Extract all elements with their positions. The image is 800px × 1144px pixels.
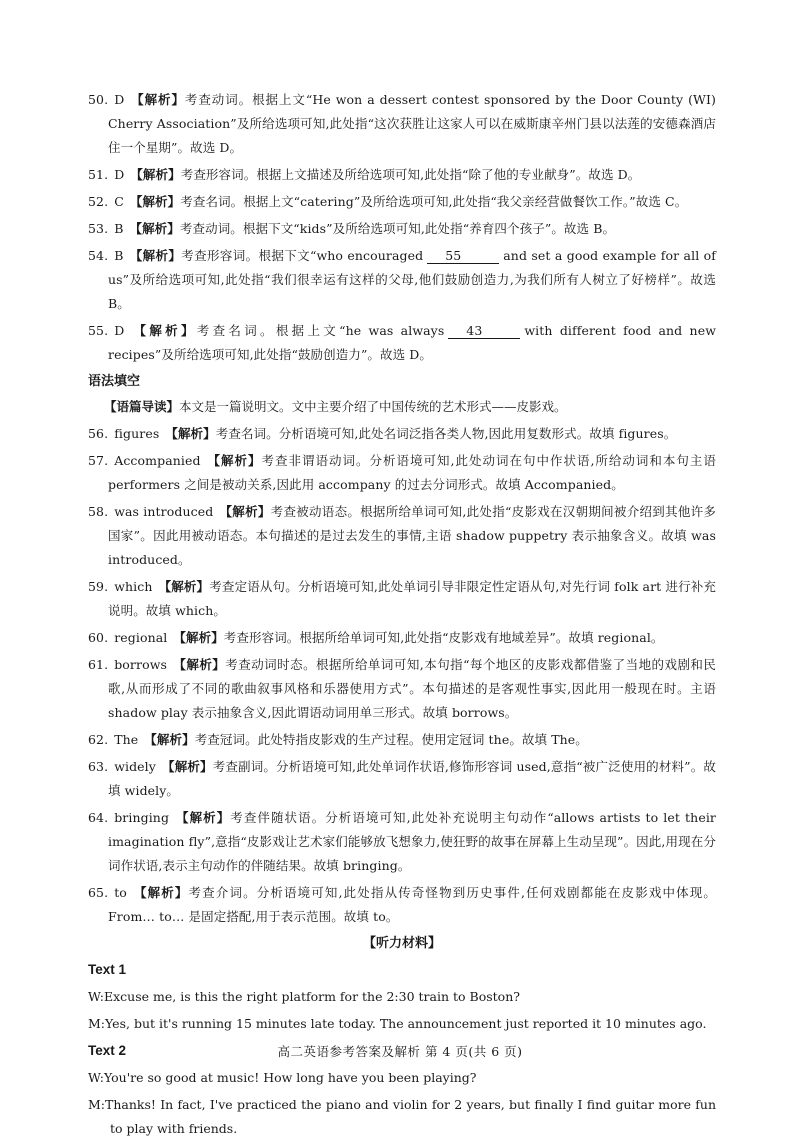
item-text-before-blank: 考查形容词。根据下文“who encouraged [181,248,424,263]
item-text: 考查副词。分析语境可知,此处单词作状语,修饰形容词 used,意指“被广泛使用的材料”。故填 widely。 [108,759,716,798]
page-footer: 高二英语参考答案及解析 第 4 页(共 6 页) [277,1044,523,1059]
item-text: 考查定语从句。分析语境可知,此处单词引导非限定性定语从句,对先行词 folk art 进行补充说明。故填 which。 [108,579,716,618]
item-text: 考查名词。分析语境可知,此处名词泛指各类人物,因此用复数形式。故填 figures。 [215,426,677,441]
analysis-tag: 【解析】 [165,426,216,441]
item-answer: was introduced [114,504,214,519]
item-answer: widely [114,759,156,774]
analysis-tag: 【解析】 [206,453,262,468]
answer-item-64 [88,806,716,878]
text-1-title: Text 1 [88,962,127,977]
item-number: 64. [88,810,109,825]
item-text-after-blank: with different food and new recipes”及所给选项可知,此处指“鼓励创造力”。故选 D。 [108,323,717,362]
item-text: 考查动词。根据上文“He won a dessert contest sponsored by the Door County (WI) Cherry Association”及所给选项可知,此处指“这次获胜让这家人可以在威斯康辛州门县以法莲的安德森酒店住一个星期”。故选 D。 [108,92,717,155]
item-number: 63. [88,759,109,774]
item-text: 考查形容词。根据所给单词可知,此处指“皮影戏有地域差异”。故填 regional。 [223,630,664,645]
answer-item-62 [88,728,716,752]
item-number: 50. [88,92,109,107]
item-text-before-blank: 考查名词。根据上文“he was always [196,323,445,338]
item-answer: D [114,323,125,338]
dialogue-text: You're so good at music! How long have you been playing? [103,1070,477,1085]
item-number: 65. [88,885,109,900]
analysis-tag: 【解析】 [130,92,185,107]
analysis-tag: 【解析】 [129,248,182,263]
item-answer: The [114,732,139,747]
answer-item-54 [88,244,716,316]
analysis-tag: 【解析】 [129,194,181,209]
item-number: 53. [88,221,109,236]
item-answer: figures [114,426,160,441]
speaker-label: W: [88,1070,104,1085]
dialogue-line [88,1093,716,1141]
answer-item-61 [88,653,716,725]
item-text: 考查动词。根据下文“kids”及所给选项可知,此处指“养育四个孩子”。故选 B。 [179,221,616,236]
speaker-label: M: [88,1097,106,1112]
item-text: 考查形容词。根据上文描述及所给选项可知,此处指“除了他的专业献身”。故选 D。 [180,167,641,182]
dialogue-line [88,1012,716,1036]
analysis-tag: 【解析】 [219,504,271,519]
item-answer: borrows [114,657,168,672]
answer-item-58 [88,500,716,572]
item-number: 56. [88,426,109,441]
item-number: 62. [88,732,109,747]
answer-item-63 [88,755,716,803]
analysis-tag: 【解析】 [175,810,231,825]
dialogue-text: Excuse me, is this the right platform for the 2:30 train to Boston? [103,989,520,1004]
answer-item-53 [88,217,716,241]
dialogue-text: Yes, but it's running 15 minutes late today. The announcement just reported it 10 minutes ago. [105,1016,707,1031]
item-answer: D [114,167,125,182]
item-text: 考查名词。根据上文“catering”及所给选项可知,此处指“我父亲经营做餐饮工作。”故选 C。 [180,194,688,209]
text-2-title: Text 2 [88,1043,127,1058]
answer-item-57 [88,449,716,497]
answer-item-59 [88,575,716,623]
item-answer: regional [114,630,168,645]
blank-number: 43 [448,323,520,339]
section-title-grammar: 语法填空 [88,374,141,389]
item-text: 考查介词。分析语境可知,此处指从传奇怪物到历史事件,任何戏剧都能在皮影戏中体现。From… to… 是固定搭配,用于表示范围。故填 to。 [108,885,716,924]
answer-item-65 [88,881,716,929]
item-text: 考查动词时态。根据所给单词可知,本句指“每个地区的皮影戏都借鉴了当地的戏剧和民歌,从而形成了不同的歌曲叙事风格和乐器使用方式”。本句描述的是客观性事实,因此用一般现在时。主语 shadow play 表示抽象含义,因此谓语动词用单三形式。故填 borrows。 [108,657,717,720]
item-number: 52. [88,194,109,209]
item-text: 考查伴随状语。分析语境可知,此处补充说明主句动作“allows artists to let their imagination fly”,意指“皮影戏让艺术家们能够放飞想象力,使狂野的故事在屏幕上生动呈现”。因此,用现在分词作状语,表示主句动作的伴随结果。故填 bringing。 [108,810,716,873]
item-number: 61. [88,657,109,672]
analysis-tag: 【解析】 [173,657,226,672]
item-number: 51. [88,167,109,182]
item-number: 59. [88,579,109,594]
item-answer: which [114,579,153,594]
speaker-label: W: [88,989,104,1004]
analysis-tag: 【解析】 [130,323,197,338]
item-number: 55. [88,323,109,338]
item-number: 58. [88,504,109,519]
item-number: 60. [88,630,109,645]
analysis-tag: 【解析】 [129,221,180,236]
item-answer: D [114,92,125,107]
guide-text: 本文是一篇说明文。文中主要介绍了中国传统的艺术形式——皮影戏。 [179,399,567,414]
analysis-tag: 【解析】 [158,579,210,594]
answer-item-60 [88,626,716,650]
item-text: 考查非谓语动词。分析语境可知,此处动词在句中作状语,所给动词和本句主语 performers 之间是被动关系,因此用 accompany 的过去分词形式。故填 Accompanied。 [108,453,717,492]
analysis-tag: 【解析】 [144,732,195,747]
dialogue-text: Thanks! In fact, I've practiced the piano and violin for 2 years, but finally I find guitar more fun to play with friends. [105,1097,716,1136]
item-answer: B [114,221,124,236]
passage-guide [88,395,716,419]
answer-item-55 [88,319,716,367]
item-answer: to [114,885,127,900]
item-text-after-blank: and set a good example for all of us”及所给选项可知,此处指“我们很幸运有这样的父母,他们鼓励创造力,为我们所有人树立了好榜样”。故选 B。 [108,248,716,311]
item-answer: C [114,194,124,209]
guide-tag: 【语篇导读】 [104,399,180,414]
analysis-tag: 【解析】 [132,885,189,900]
item-answer: Accompanied [114,453,201,468]
blank-number: 55 [427,248,499,264]
dialogue-line [88,985,716,1009]
item-number: 54. [88,248,109,263]
item-number: 57. [88,453,109,468]
item-text: 考查冠词。此处特指皮影戏的生产过程。使用定冠词 the。故填 The。 [194,732,588,747]
item-text: 考查被动语态。根据所给单词可知,此处指“皮影戏在汉朝期间被介绍到其他许多国家”。因此用被动语态。本句描述的是过去发生的事情,主语 shadow puppetry 表示抽象含义。故填 was introduced。 [108,504,716,567]
analysis-tag: 【解析】 [130,167,181,182]
answer-item-56 [88,422,716,446]
analysis-tag: 【解析】 [161,759,213,774]
answer-item-52 [88,190,716,214]
item-answer: B [114,248,124,263]
page-content [88,88,716,1144]
answer-item-50 [88,88,716,160]
listening-section-title: 【听力材料】 [362,936,441,951]
item-answer: bringing [114,810,170,825]
dialogue-line [88,1066,716,1090]
speaker-label: M: [88,1016,106,1031]
analysis-tag: 【解析】 [173,630,224,645]
answer-item-51 [88,163,716,187]
